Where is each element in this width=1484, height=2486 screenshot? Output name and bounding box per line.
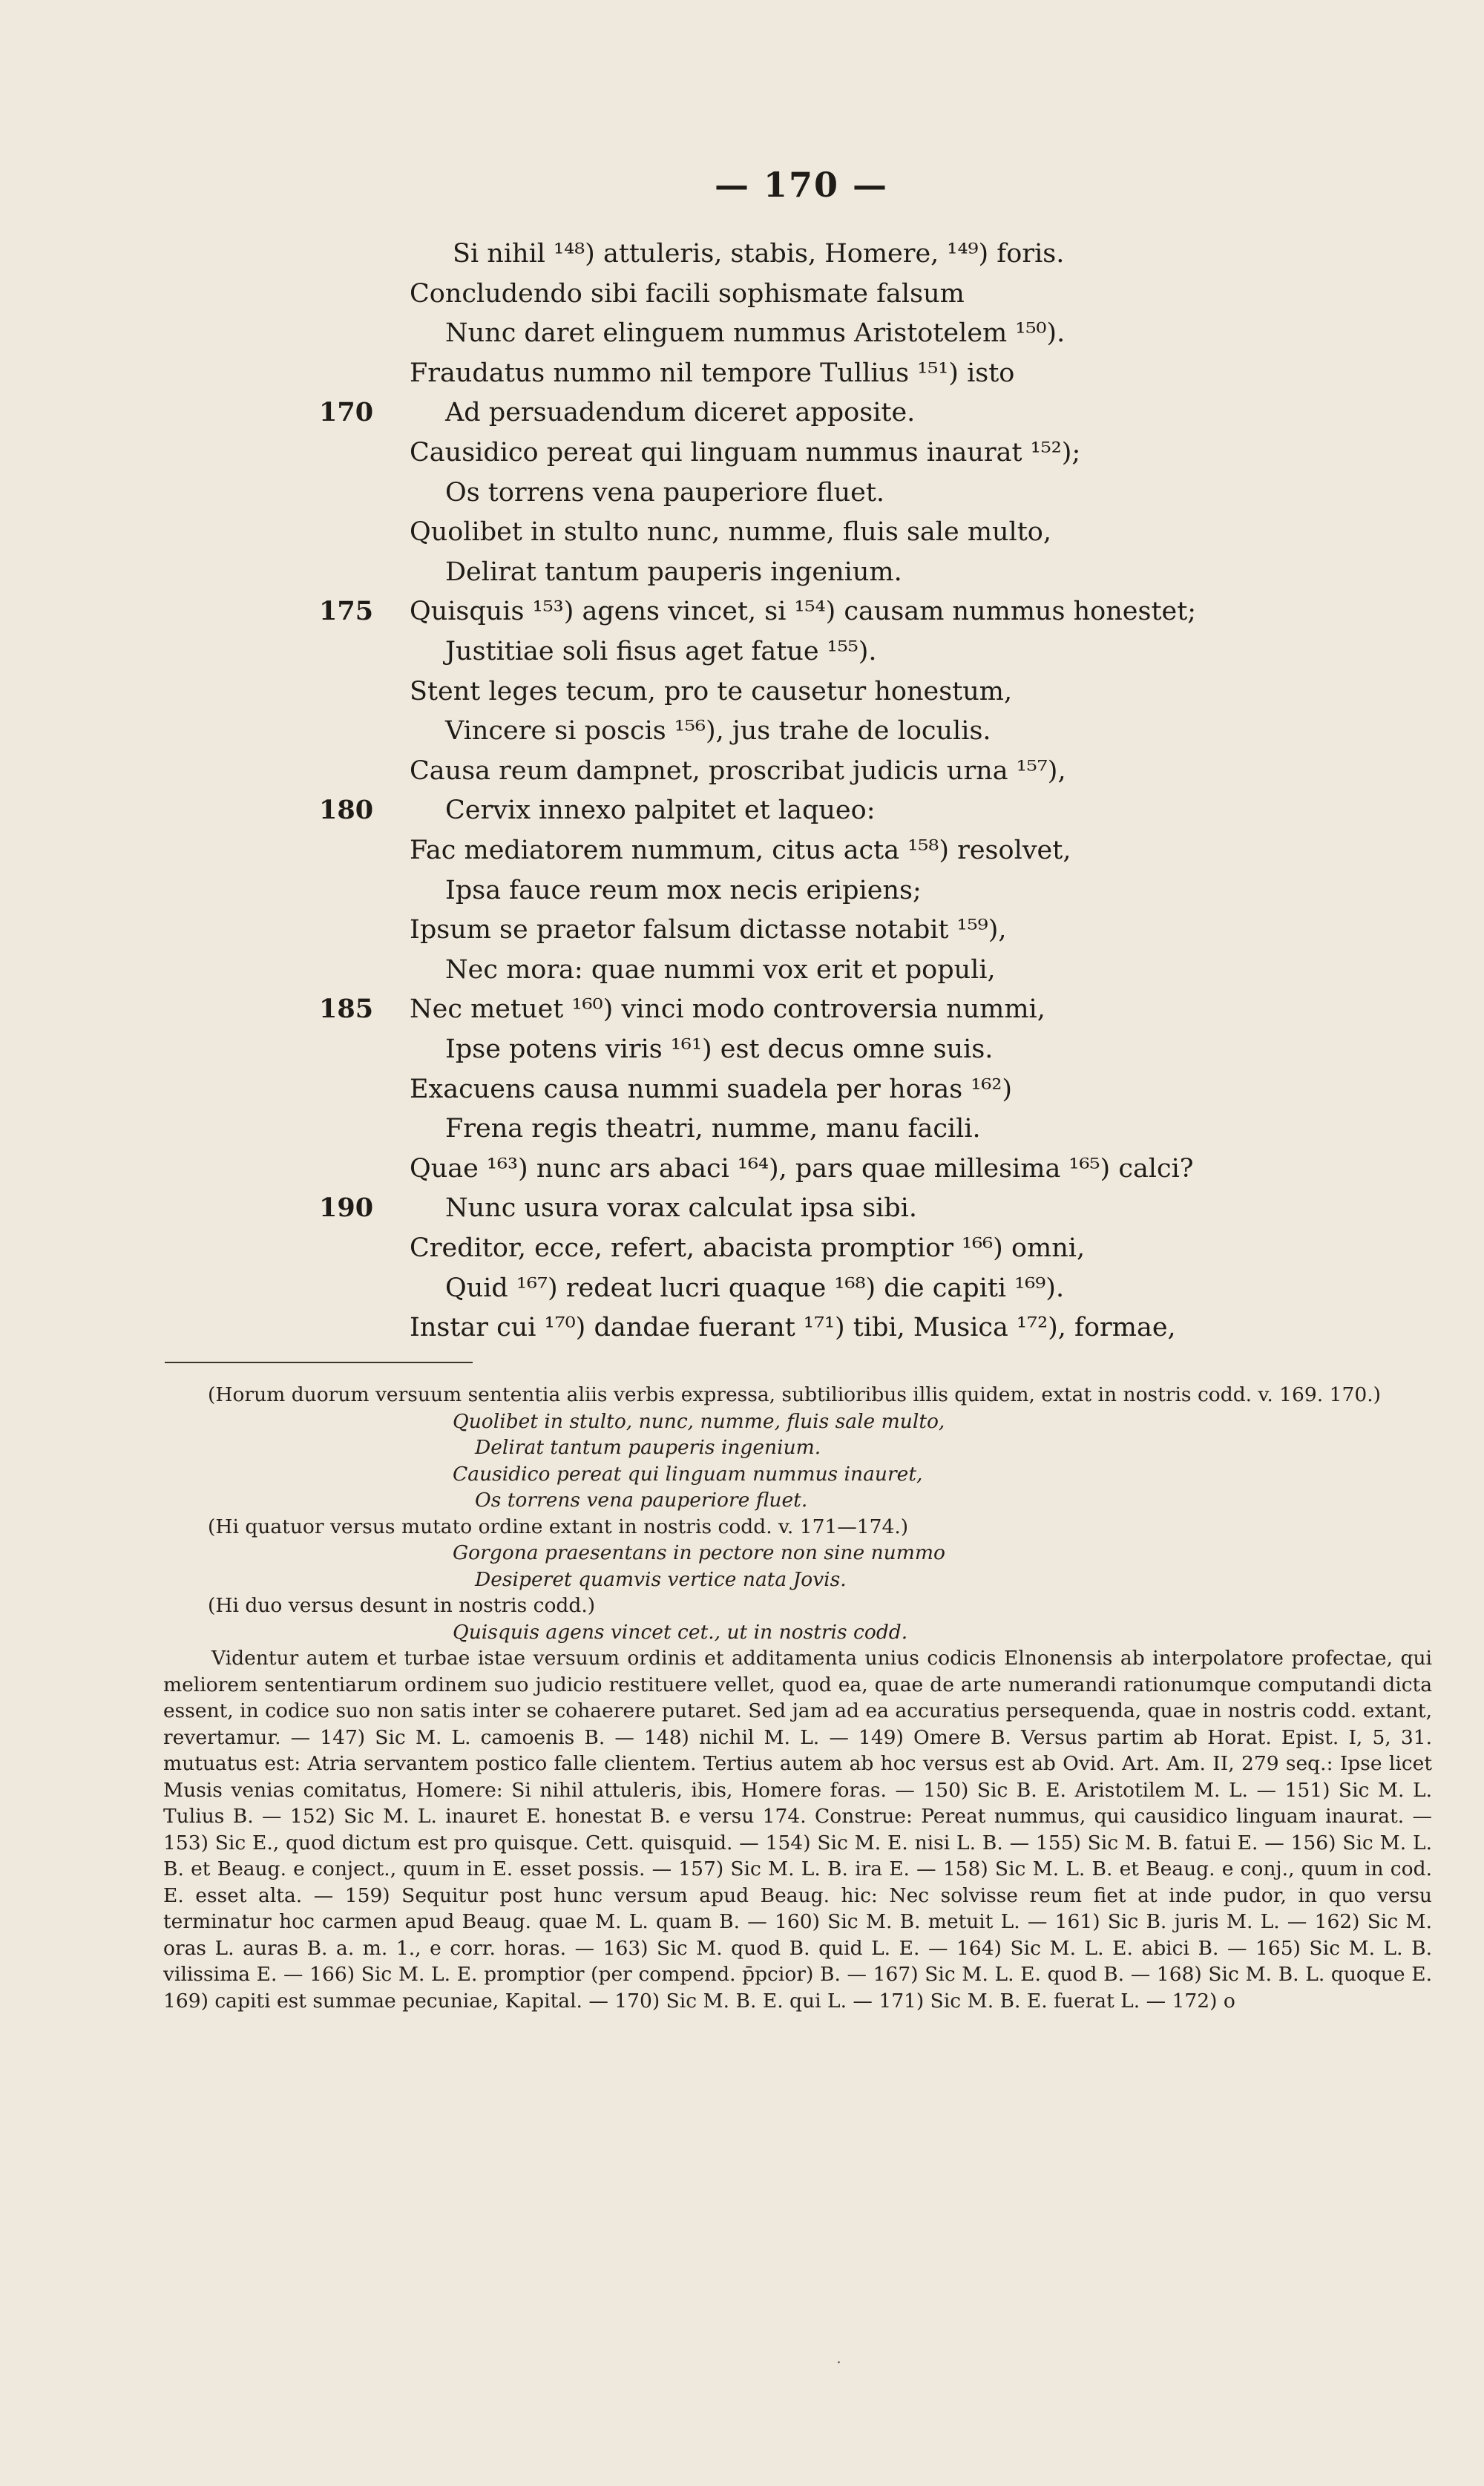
verse-text: Nunc usura vorax calculat ipsa sibi. bbox=[445, 1193, 917, 1224]
line-number: 190 bbox=[319, 1193, 374, 1224]
quoted-verse: Causidico pereat qui linguam nummus inauret, bbox=[453, 1462, 923, 1486]
footnotes bbox=[163, 1382, 1432, 2014]
verse-text: Nec metuet ¹⁶⁰) vinci modo controversia nummi, bbox=[410, 994, 1045, 1025]
verse-text: Fraudatus nummo nil tempore Tullius ¹⁵¹) isto bbox=[410, 358, 1015, 388]
verse-text: Ipse potens viris ¹⁶¹) est decus omne suis. bbox=[445, 1034, 994, 1064]
verse-text: Ipsa fauce reum mox necis eripiens; bbox=[445, 875, 922, 905]
verse-text: Fac mediatorem nummum, citus acta ¹⁵⁸) resolvet, bbox=[410, 836, 1071, 865]
footnote-paragraph: (Horum duorum versuum sententia aliis verbis expressa, subtilioribus illis quidem, extat in nostris codd. v. 169. 170.) bbox=[208, 1383, 1381, 1406]
quoted-verse: Delirat tantum pauperis ingenium. bbox=[475, 1436, 821, 1459]
verse-text: Ad persuadendum diceret apposite. bbox=[445, 398, 916, 428]
verse-text: Vincere si poscis ¹⁵⁶), jus trahe de loculis. bbox=[445, 716, 991, 747]
verse-text: Quisquis ¹⁵³) agens vincet, si ¹⁵⁴) causam nummus honestet; bbox=[410, 597, 1197, 627]
footnote-paragraph: (Hi duo versus desunt in nostris codd.) bbox=[208, 1594, 596, 1617]
verse-text: Quae ¹⁶³) nunc ars abaci ¹⁶⁴), pars quae millesima ¹⁶⁵) calci? bbox=[410, 1153, 1194, 1184]
verse-text: Si nihil ¹⁴⁸) attuleris, stabis, Homere, ¹⁴⁹) foris. bbox=[453, 239, 1065, 269]
quoted-verse: Os torrens vena pauperiore fluet. bbox=[475, 1489, 808, 1512]
line-number: 175 bbox=[319, 596, 374, 627]
verse-text: Concludendo sibi facili sophismate falsum bbox=[410, 278, 965, 309]
quoted-verse: Desiperet quamvis vertice nata Jovis. bbox=[475, 1567, 847, 1591]
verse-text: Cervix innexo palpitet et laqueo: bbox=[445, 796, 876, 826]
quoted-verse: Quisquis agens vincet cet., ut in nostris codd. bbox=[453, 1620, 908, 1644]
page-number: — 170 — bbox=[714, 165, 889, 205]
quoted-verse: Gorgona praesentans in pectore non sine nummo bbox=[453, 1541, 945, 1564]
verse-text: Causidico pereat qui linguam nummus inaurat ¹⁵²); bbox=[410, 438, 1081, 468]
verse-text: Quolibet in stulto nunc, numme, fluis sale multo, bbox=[410, 517, 1052, 548]
verse-text: Nec mora: quae nummi vox erit et populi, bbox=[445, 954, 996, 985]
verse-text: Frena regis theatri, numme, manu facili. bbox=[445, 1114, 981, 1144]
verse-text: Stent leges tecum, pro te causetur honestum, bbox=[410, 676, 1013, 706]
quoted-verse: Quolibet in stulto, nunc, numme, fluis sale multo, bbox=[453, 1409, 945, 1433]
footnote-commentary: Videntur autem et turbae istae versuum ordinis et additamenta unius codicis Elnonensis ab interpolatore profectae, qui meliorem sententiarum ordinem suo judicio restituere vellet, quod ea, quae de arte numerandi rationumque computandi dicta essent, in codice suo non satis inter se cohaerere putaret. Sed jam ad ea accuratius persequenda, quae in nostris codd. extant, revertamur. — 147) Sic M. L. camoenis B. — 148) nichil M. L. — 149) Omere B. Versus partim ab Horat. Epist. I, 5, 31. mutuatus est: Atria servantem postico falle clientem. Tertius autem ab hoc versus est ab Ovid. Art. Am. II, 279 seq.: Ipse licet Musis venias comitatus, Homere: Si nihil attuleris, ibis, Homere foras. — 150) Sic B. E. Aristotilem M. L. — 151) Sic M. L. Tulius B. — 152) Sic M. L. inauret E. honestat B. e versu 174. Construe: Pereat nummus, qui causidico linguam inaurat. — 153) Sic E., quod dictum est pro quisque. Cett. quisquid. — 154) Sic M. E. nisi L. B. — 155) Sic M. B. fatui E. — 156) Sic M. L. B. et Beaug. e conject., quum in E. esset possis. — 157) Sic M. L. B. ira E. — 158) Sic M. L. B. et Beaug. e conj., quum in cod. E. esset alta. — 159) Sequitur post hunc versum apud Beaug. hic: Nec solvisse reum fiet at inde pudor, in quo versu terminatur hoc carmen apud Beaug. quae M. L. quam B. — 160) Sic M. B. metuit L. — 161) Sic B. juris M. L. — 162) Sic M. oras L. auras B. a. m. 1., e corr. horas. — 163) Sic M. quod B. quid L. E. — 164) Sic M. L. E. abici B. — 165) Sic M. L. B. vilissima E. — 166) Sic M. L. E. promptior (per compend. p̄pcior) B. — 167) Sic M. L. E. quod B. — 168) Sic M. B. L. quoque E. 169) capiti est summae pecuniae, Kapital. — 170) Sic M. B. E. qui L. — 171) Sic M. B. E. fuerat L. — 172) o bbox=[163, 1647, 1432, 2013]
verse-text: Nunc daret elinguem nummus Aristotelem ¹⁵⁰). bbox=[445, 318, 1066, 349]
verse-text: Quid ¹⁶⁷) redeat lucri quaque ¹⁶⁸) die capiti ¹⁶⁹). bbox=[445, 1273, 1065, 1303]
verse-text: Instar cui ¹⁷⁰) dandae fuerant ¹⁷¹) tibi, Musica ¹⁷²), formae, bbox=[410, 1313, 1176, 1343]
line-number: 170 bbox=[319, 397, 374, 428]
verse-text: Os torrens vena pauperiore fluet. bbox=[445, 477, 885, 508]
verse-text: Delirat tantum pauperis ingenium. bbox=[445, 557, 902, 587]
verse-text: Creditor, ecce, refert, abacista promptior ¹⁶⁶) omni, bbox=[410, 1233, 1086, 1263]
verse-text: Justitiae soli fisus aget fatue ¹⁵⁵). bbox=[445, 637, 877, 666]
verse-text: Ipsum se praetor falsum dictasse notabit ¹⁵⁹), bbox=[410, 915, 1007, 945]
footnote-paragraph: (Hi quatuor versus mutato ordine extant in nostris codd. v. 171—174.) bbox=[208, 1515, 909, 1538]
page-speck: ˙ bbox=[835, 2360, 843, 2378]
verse-text: Causa reum dampnet, proscribat judicis urna ¹⁵⁷), bbox=[410, 755, 1066, 786]
footnote-rule bbox=[165, 1362, 473, 1363]
line-number: 185 bbox=[319, 994, 374, 1025]
line-number: 180 bbox=[319, 795, 374, 826]
verse-text: Exacuens causa nummi suadela per horas ¹⁶²) bbox=[410, 1074, 1013, 1104]
